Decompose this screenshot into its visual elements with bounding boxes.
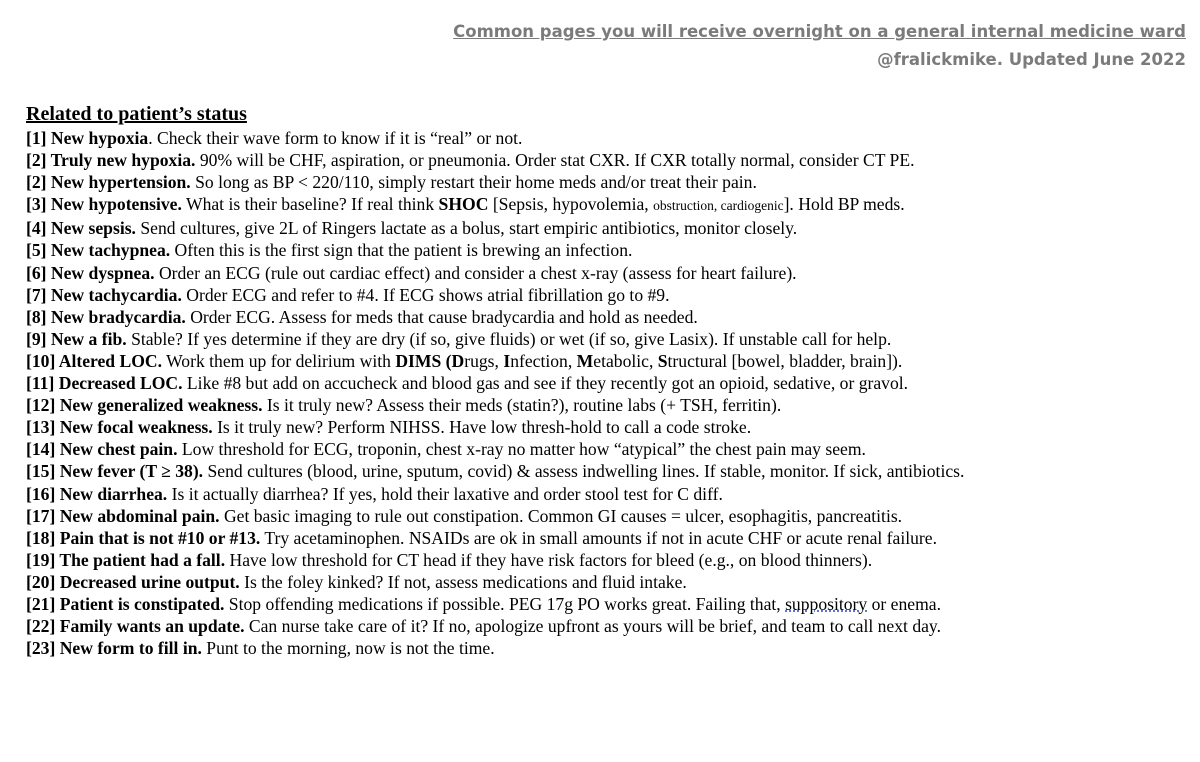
list-item [26,127,964,149]
item-text: Can nurse take care of it? If no, apologize upfront as yours will be brief, and team to call next day. [244,616,941,637]
item-lead: [21] Patient is constipated. [26,593,225,614]
item-small-text: obstruction, cardiogenic [653,198,784,214]
list-item [26,460,964,482]
item-text: What is their baseline? If real think [181,194,439,215]
item-text: Try acetaminophen. NSAIDs are ok in small amounts if not in acute CHF or acute renal failure. [260,527,937,548]
item-lead: [18] Pain that is not #10 or #13. [26,527,261,548]
item-text: Punt to the morning, now is not the time. [201,638,495,659]
list-item [26,350,964,372]
item-text: Is it actually diarrhea? If yes, hold their laxative and order stool test for C diff. [167,483,723,504]
document-body [26,101,964,659]
item-lead: [5] New tachypnea. [26,240,171,261]
list-item [26,284,964,306]
list-item [26,505,964,527]
item-text: Send cultures (blood, urine, sputum, covid) & assess indwelling lines. If stable, monitor. If sick, antibiotics. [203,461,965,482]
item-lead: [20] Decreased urine output. [26,571,240,592]
list-item [26,549,964,571]
item-lead: [1] New hypoxia [26,128,149,148]
item-text: rugs, [464,350,504,371]
item-lead: [16] New diarrhea. [26,483,168,504]
item-text: 90% will be CHF, aspiration, or pneumonia. Order stat CXR. If CXR totally normal, consider CT PE. [195,150,915,171]
item-lead: [2] New hypertension. [26,172,191,193]
item-lead: [12] New generalized weakness. [26,395,263,416]
item-lead: [9] New a fib. [26,328,127,349]
item-emphasis: I [503,350,511,371]
item-emphasis: M [576,350,594,371]
list-item [26,217,964,239]
list-item [26,394,964,416]
item-lead: [15] New fever (T ≥ 38). [26,461,204,482]
item-lead: [11] Decreased LOC. [26,373,183,394]
list-item [26,239,964,261]
item-text: tructural [bowel, bladder, brain]). [667,350,903,371]
item-text: or enema. [867,593,941,614]
item-text: etabolic, [593,350,658,371]
item-text: Is the foley kinked? If not, assess medications and fluid intake. [239,571,687,592]
list-item [26,637,964,659]
list-item [26,306,964,328]
item-emphasis: S [657,350,668,371]
header-byline: @fralickmike. Updated June 2022 [877,50,1186,69]
item-emphasis: SHOC [438,194,489,215]
item-lead: [6] New dyspnea. [26,262,155,283]
spellcheck-word: suppository [785,593,868,614]
item-lead: [4] New sepsis. [26,218,136,239]
item-text: Send cultures, give 2L of Ringers lactate as a bolus, start empiric antibiotics, monitor closely. [135,218,798,239]
item-text: Low threshold for ECG, troponin, chest x-ray no matter how “atypical” the chest pain may seem. [177,439,866,460]
item-text: Stop offending medications if possible. PEG 17g PO works great. Failing that, [224,593,786,614]
item-text: Is it truly new? Perform NIHSS. Have low thresh-hold to call a code stroke. [212,417,752,438]
item-lead: [8] New bradycardia. [26,306,186,327]
list-item [26,328,964,350]
item-lead: [19] The patient had a fall. [26,549,226,570]
list-item [26,571,964,593]
item-text: Order ECG. Assess for meds that cause bradycardia and hold as needed. [185,306,698,327]
item-lead: [3] New hypotensive. [26,194,182,215]
item-lead: [22] Family wants an update. [26,616,245,637]
list-item [26,372,964,394]
item-lead: [2] Truly new hypoxia. [26,150,196,171]
item-emphasis: DIMS (D [395,350,465,371]
item-text: [Sepsis, hypovolemia, [488,194,654,215]
item-text: Is it truly new? Assess their meds (statin?), routine labs (+ TSH, ferritin). [262,395,782,416]
list-item [26,416,964,438]
item-text: Order an ECG (rule out cardiac effect) and consider a chest x-ray (assess for heart failure). [154,262,797,283]
item-text: Like #8 but add on accucheck and blood gas and see if they recently got an opioid, sedative, or gravol. [182,373,909,394]
list-item [26,438,964,460]
item-text: Have low threshold for CT head if they have risk factors for bleed (e.g., on blood thinners). [225,549,873,570]
page-header [453,18,1186,74]
list-item [26,483,964,505]
list-item [26,149,964,171]
item-text: . Check their wave form to know if it is “real” or not. [148,128,523,148]
list-item [26,171,964,193]
list-item [26,527,964,549]
item-text: nfection, [510,350,577,371]
item-text: Order ECG and refer to #4. If ECG shows atrial fibrillation go to #9. [181,284,670,305]
item-text: ]. Hold BP meds. [783,194,905,215]
item-lead: [23] New form to fill in. [26,638,202,659]
item-text: Get basic imaging to rule out constipation. Common GI causes = ulcer, esophagitis, pancreatitis. [219,505,903,526]
list-item [26,262,964,284]
item-text: Often this is the first sign that the patient is brewing an infection. [170,240,633,261]
item-lead: [7] New tachycardia. [26,284,182,305]
list-item [26,193,964,217]
item-text: So long as BP < 220/110, simply restart their home meds and/or treat their pain. [190,172,757,193]
list-item [26,593,964,615]
item-lead: [17] New abdominal pain. [26,505,220,526]
item-lead: [10] Altered LOC. [26,350,163,371]
section-title: Related to patient’s status [26,103,247,125]
list-item [26,615,964,637]
item-lead: [14] New chest pain. [26,439,178,460]
item-text: Stable? If yes determine if they are dry (if so, give fluids) or wet (if so, give Lasix). If unstable call for help. [126,328,892,349]
item-text: Work them up for delirium with [162,350,396,371]
header-title: Common pages you will receive overnight on a general internal medicine ward [453,22,1186,41]
item-lead: [13] New focal weakness. [26,417,213,438]
